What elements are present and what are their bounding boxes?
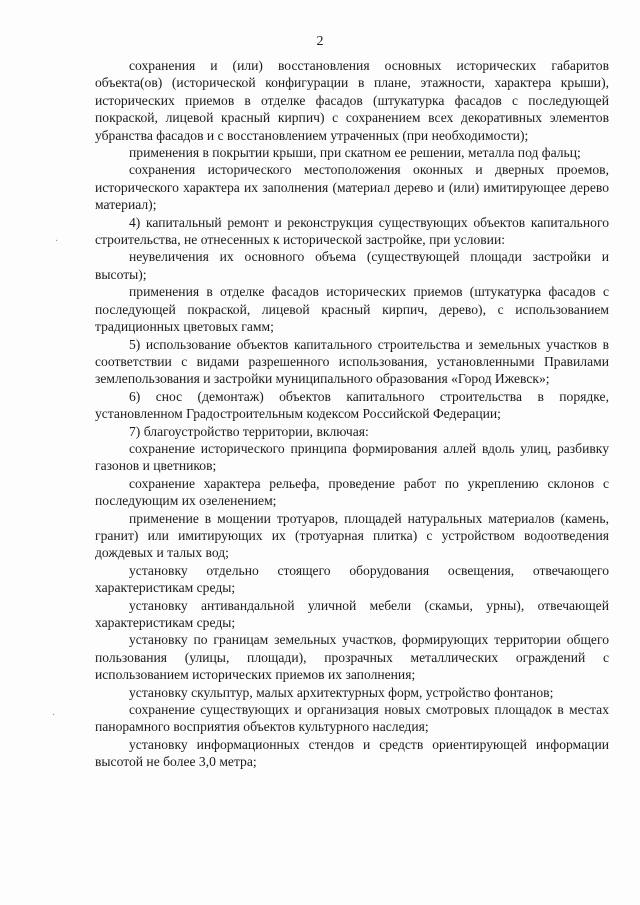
paragraph-9: 7) благоустройство территории, включая: (129, 423, 369, 439)
paragraph-5: неувеличения их основного объема (существующей площади застройки и высоты); (95, 249, 609, 282)
page-number: 2 (316, 34, 324, 49)
paragraph-16: установку скульптур, малых архитектурных форм, устройство фонтанов; (129, 684, 554, 700)
paragraph-15: установку по границам земельных участков, формирующих территории общего пользования (улицы, площади), прозрачных металлических ограждений с использованием исторических приемов их заполнения; (95, 632, 609, 683)
scan-speck: · (55, 236, 59, 247)
paragraph-13: установку отдельно стоящего оборудования освещения, отвечающего характеристикам среды; (95, 562, 609, 596)
paragraph-11: сохранение характера рельефа, проведение работ по укреплению склонов с последующим их озеленением; (95, 475, 609, 509)
paragraph-10: сохранение исторического принципа формирования аллей вдоль улиц, разбивку газонов и цветников; (95, 440, 609, 474)
paragraph-12: применение в мощении тротуаров, площадей натуральных материалов (камень, гранит) или имитирующих их (тротуарная плитка) с устройством водоотведения дождевых и талых вод; (95, 510, 609, 561)
document-body (95, 57, 609, 771)
paragraph-1: сохранения и (или) восстановления основных исторических габаритов объекта(ов) (исторической конфигурации в плане, этажности, характера крыши), исторических приемов в отделке фасадов (штукатурка фасадов с последующей покраской, лицевой красный кирпич) с сохранением всех декоративных элементов убранства фасадов и с восстановлением утраченных (при необходимости); (95, 58, 609, 143)
paragraph-7: 5) использование объектов капитального строительства и земельных участков в соответствии с видами разрешенного использования, установленными Правилами землепользования и застройки муниципального образования «Город Ижевск»; (95, 336, 609, 387)
paragraph-2: применения в покрытии крыши, при скатном ее решении, металла под фальц; (129, 145, 581, 161)
paragraph-4: 4) капитальный ремонт и реконструкция существующих объектов капитального строительства, не отнесенных к исторической застройке, при условии: (95, 214, 609, 248)
paragraph-3: сохранения исторического местоположения оконных и дверных проемов, исторического характера их заполнения (материал дерево и (или) имитирующее дерево материал); (95, 162, 609, 213)
paragraph-18: установку информационных стендов и средств ориентирующей информации высотой не более 3,0 метра; (95, 736, 609, 770)
paragraph-14: установку антивандальной уличной мебели (скамьи, урны), отвечающей характеристикам среды; (95, 597, 609, 630)
paragraph-8: 6) снос (демонтаж) объектов капитального строительства в порядке, установленном Градостроительным кодексом Российской Федерации; (95, 388, 609, 422)
paragraph-17: сохранение существующих и организация новых смотровых площадок в местах панорамного восприятия объектов культурного наследия; (95, 702, 609, 735)
scan-speck: · (52, 710, 56, 721)
paragraph-6: применения в отделке фасадов исторических приемов (штукатурка фасадов с последующей покраской, лицевой красный кирпич, дерево), с использованием традиционных цветовых гамм; (95, 284, 609, 335)
